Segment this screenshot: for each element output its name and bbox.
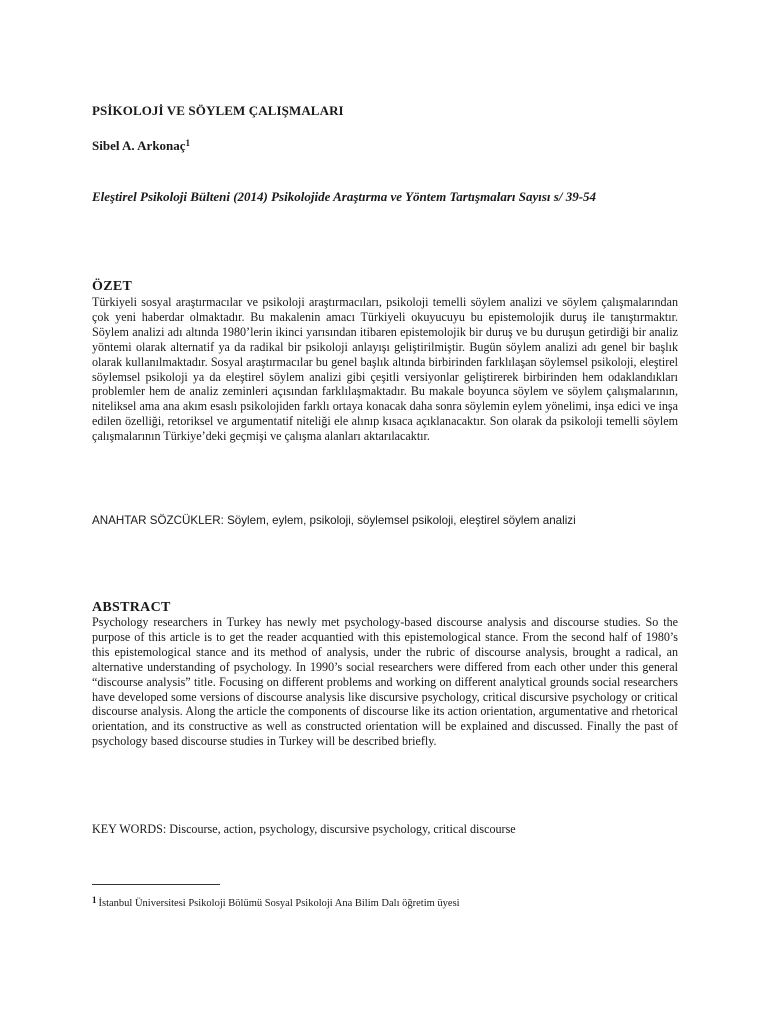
citation: Eleştirel Psikoloji Bülteni (2014) Psikolojide Araştırma ve Yöntem Tartışmaları Sayısı s/ 39-54 (92, 189, 597, 204)
footnote-mark: 1 (92, 895, 97, 905)
paper-title: PSİKOLOJİ VE SÖYLEM ÇALIŞMALARI (92, 103, 344, 118)
document-page (92, 0, 678, 1024)
footnote-divider (92, 884, 220, 885)
author-line (92, 138, 190, 154)
ozet-paragraph: Türkiyeli sosyal araştırmacılar ve psikoloji araştırmacıları, psikoloji temelli söylem analizi ve söylem çalışmalarından çok yeni haberdar olmaktadır. Bu makalenin amacı Türkiyeli okuyucuyu bu epistemolojik duruş ile tanıştırmaktır. Söylem analizi adı altında 1980’lerin ikinci yarısından itibaren epistemolojik bir duruş ve bu duruşun getirdiği bir analiz yöntemi olarak alternatif ya da radikal bir psikoloji anlayışı geliştirilmiştir. Bugün söylem analizi adı genel bir başlık olarak kullanılmaktadır. Sosyal araştırmacılar bu genel başlık altında birbirinden farklılaşan söylemsel psikoloji, eleştirel söylemsel psikoloji ya da eleştirel söylem analizi gibi çeşitli versiyonlar geliştirerek birbirinden hem odaklandıkları problemler hem de analiz zeminleri açısından farklılaşmaktadır. Bu makale boyunca söylem ve söylem çalışmalarının, niteliksel ama ana akım esaslı psikolojiden farklı ortaya konacak daha sonra söylemin eylem yönelimi, inşa edici ve inşa edilen özelliği, retoriksel ve argumentatif niteliği ele alınıp kısaca açıklanacaktır. Son olarak da psikoloji temelli söylem çalışmalarının Türkiye’deki geçmişi ve çalışma alanları aktarılacaktır. (92, 295, 678, 444)
footnote-text: İstanbul Üniversitesi Psikoloji Bölümü Sosyal Psikoloji Ana Bilim Dalı öğretim üyesi (98, 898, 460, 909)
author-name: Sibel A. Arkonaç (92, 138, 186, 153)
english-keywords: KEY WORDS: Discourse, action, psychology, discursive psychology, critical discourse (92, 822, 516, 836)
author-footnote-mark: 1 (185, 138, 191, 148)
footnote (92, 895, 460, 909)
abstract-heading: ABSTRACT (92, 600, 171, 615)
ozet-heading: ÖZET (92, 279, 133, 294)
abstract-paragraph: Psychology researchers in Turkey has newly met psychology-based discourse analysis and discourse studies. So the purpose of this article is to get the reader acquantied with this epistemological stance. From the second half of 1980’s this epistemological stance and its method of analysis, under the rubric of discourse analysis, brought a radical, an alternative understanding of psychology. In 1990’s social researchers were differed from each other under this general “discourse analysis” title. Focusing on different problems and working on different analytical grounds social researchers have developed some versions of discourse analysis like discursive psychology, critical discursive psychology or critical discourse analysis. Along the article the components of discourse like its action orientation, argumentative and rhetorical orientation, and its constructive as well as constructed orientation will be explained and discussed. Finally the past of psychology based discourse studies in Turkey will be described briefly. (92, 615, 678, 749)
turkish-keywords: ANAHTAR SÖZCÜKLER: Söylem, eylem, psikoloji, söylemsel psikoloji, eleştirel söylem analizi (92, 514, 576, 527)
